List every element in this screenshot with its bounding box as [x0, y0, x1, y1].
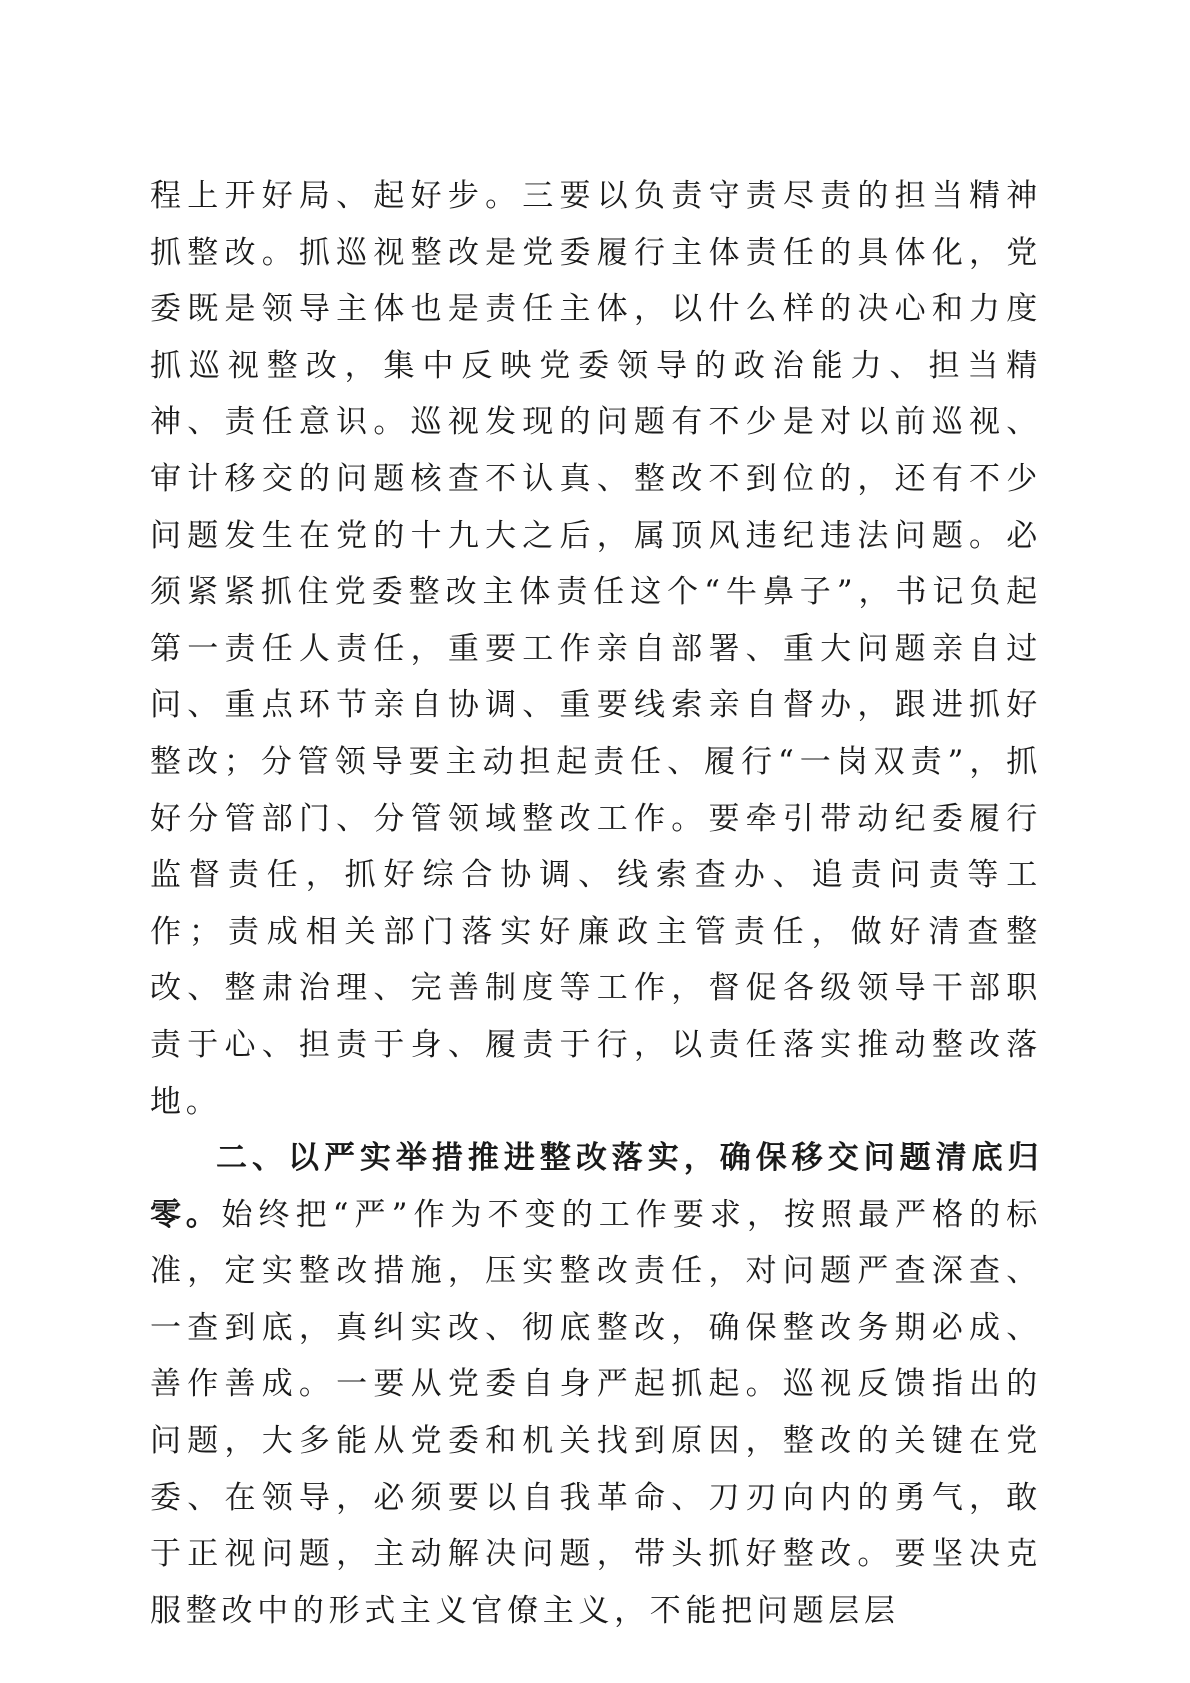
- section-body-text: 始终把“严”作为不变的工作要求，按照最严格的标准，定实整改措施，压实整改责任，对问题严查深查、一查到底，真纠实改、彻底整改，确保整改务期必成、善作善成。一要从党委自身严起抓起。巡视反馈指出的问题，大多能从党委和机关找到原因，整改的关键在党委、在领导，必须要以自我革命、刀刃向内的勇气，敢于正视问题，主动解决问题，带头抓好整改。要坚决克服整改中的形式主义官僚主义，不能把问题层层: [150, 1196, 1042, 1629]
- document-body: [150, 168, 1042, 1639]
- paragraph: 程上开好局、起好步。三要以负责守责尽责的担当精神抓整改。抓巡视整改是党委履行主体责任的具体化，党委既是领导主体也是责任主体，以什么样的决心和力度抓巡视整改，集中反映党委领导的政治能力、担当精神、责任意识。巡视发现的问题有不少是对以前巡视、审计移交的问题核查不认真、整改不到位的，还有不少问题发生在党的十九大之后，属顶风违纪违法问题。必须紧紧抓住党委整改主体责任这个“牛鼻子”，书记负起第一责任人责任，重要工作亲自部署、重大问题亲自过问、重点环节亲自协调、重要线索亲自督办，跟进抓好整改；分管领导要主动担起责任、履行“一岗双责”，抓好分管部门、分管领域整改工作。要牵引带动纪委履行监督责任，抓好综合协调、线索查办、追责问责等工作；责成相关部门落实好廉政主管责任，做好清查整改、整肃治理、完善制度等工作，督促各级领导干部职责于心、担责于身、履责于行，以责任落实推动整改落地。: [150, 178, 1042, 1120]
- section-heading: 二、以严实举措推进整改落实，确保移交问题清底归零。: [150, 1140, 1042, 1233]
- section-paragraph: [150, 1130, 1042, 1639]
